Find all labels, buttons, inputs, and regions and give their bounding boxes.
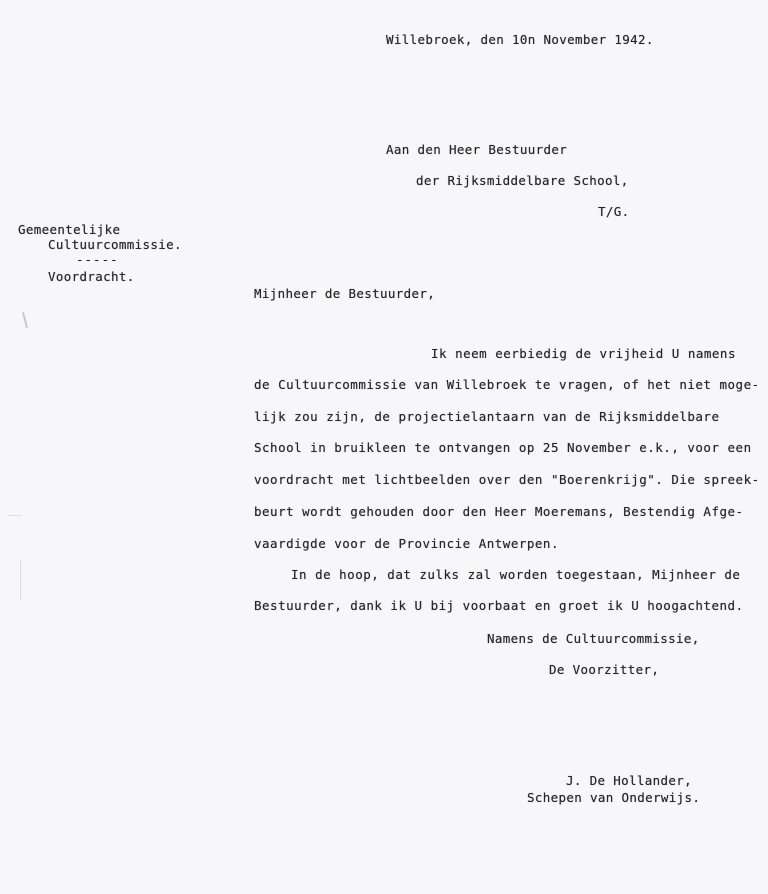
sender-line-2: Cultuurcommissie.	[48, 237, 182, 252]
paragraph-1-line: de Cultuurcommissie van Willebroek te vragen, of het niet moge-	[254, 377, 760, 392]
paragraph-1-line: beurt wordt gehouden door den Heer Moeremans, Bestendig Afge-	[254, 504, 744, 519]
sender-divider: -----	[76, 252, 119, 267]
addressee-line-1: Aan den Heer Bestuurder	[386, 142, 568, 157]
paragraph-1-line: vaardigde voor de Provincie Antwerpen.	[254, 536, 559, 551]
paper-mark	[20, 560, 21, 600]
paper-mark	[8, 515, 22, 516]
sender-line-3: Voordracht.	[48, 269, 135, 284]
paragraph-1-line: School in bruikleen te ontvangen op 25 November e.k., voor een	[254, 440, 752, 455]
signature-name: J. De Hollander,	[566, 773, 693, 788]
paragraph-2-line: Bestuurder, dank ik U bij voorbaat en groet ik U hoogachtend.	[254, 598, 744, 613]
signature-title: Schepen van Onderwijs.	[527, 790, 701, 805]
closing-line-2: De Voorzitter,	[549, 662, 660, 677]
paragraph-1-line: voordracht met lichtbeelden over den "Boerenkrijg". Die spreek-	[254, 472, 760, 487]
closing-line-1: Namens de Cultuurcommissie,	[487, 631, 700, 646]
sender-line-1: Gemeentelijke	[18, 222, 121, 237]
addressee-line-2: der Rijksmiddelbare School,	[416, 173, 629, 188]
place-date: Willebroek, den 10n November 1942.	[386, 32, 654, 47]
addressee-line-3: T/G.	[598, 204, 630, 219]
paragraph-1-line: lijk zou zijn, de projectielantaarn van de Rijksmiddelbare	[254, 409, 720, 424]
salutation: Mijnheer de Bestuurder,	[254, 286, 436, 301]
paragraph-2-line: In de hoop, dat zulks zal worden toegestaan, Mijnheer de	[291, 567, 741, 582]
paper-mark	[22, 312, 28, 328]
paragraph-1-line: Ik neem eerbiedig de vrijheid U namens	[431, 346, 736, 361]
